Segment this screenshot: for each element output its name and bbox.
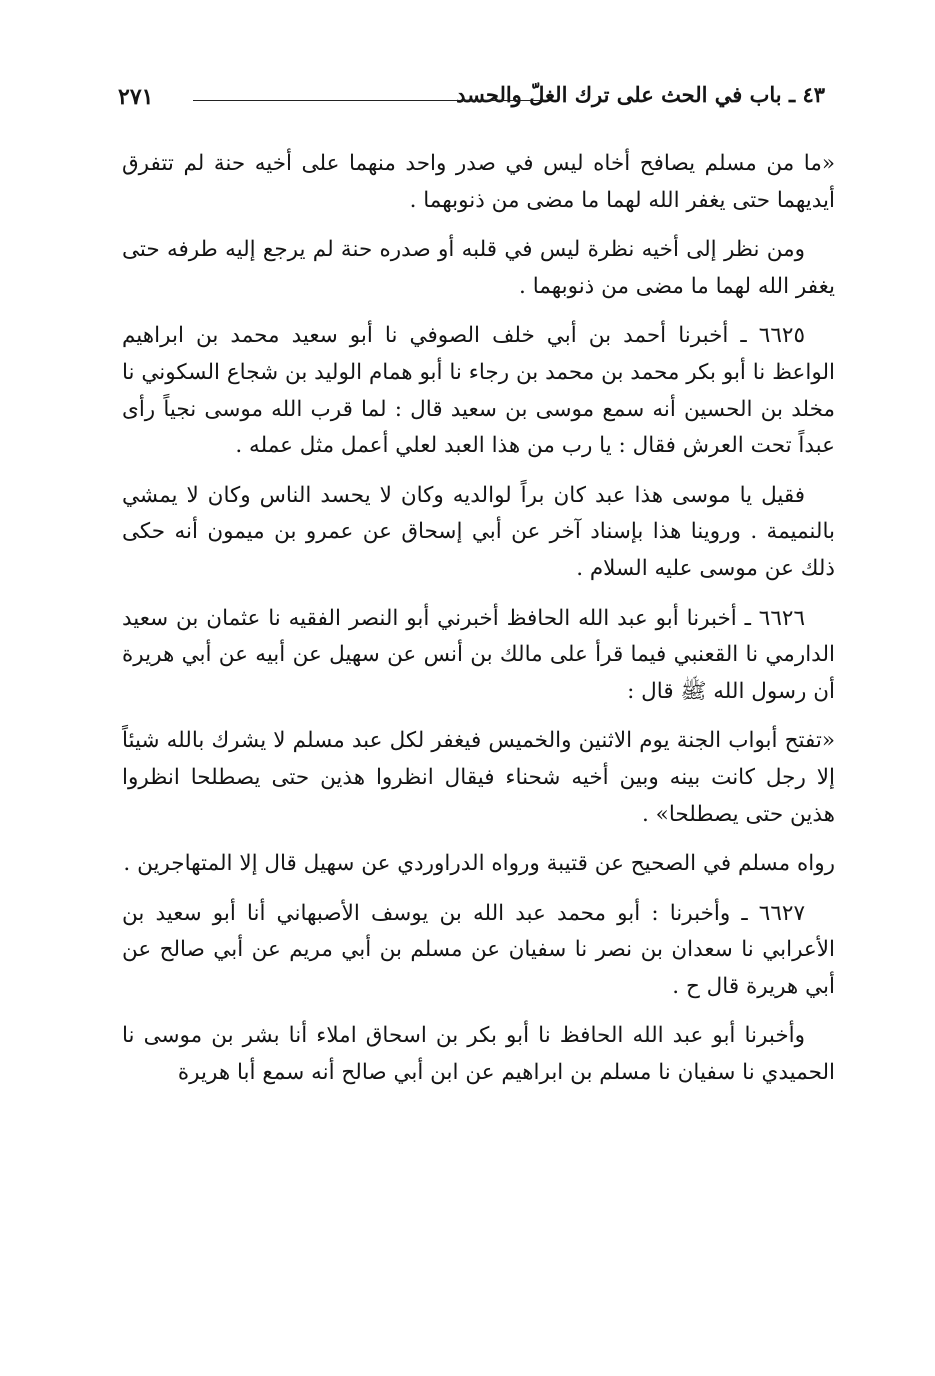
- paragraph: ومن نظر إلى أخيه نظرة ليس في قلبه أو صدره حنة لم يرجع إليه طرفه حتى يغفر الله لهما ما مضى من ذنوبهما .: [122, 237, 835, 299]
- hadith-text: «ما من مسلم يصافح أخاه ليس في صدر واحد منهما على أخيه حنة لم تتفرق أيديهما حتى يغفر الله لهما ما مضى من ذنوبهما .: [122, 151, 835, 213]
- hadith-entry-6626: ٦٦٢٦ ـ أخبرنا أبو عبد الله الحافظ أخبرني أبو النصر الفقيه نا عثمان بن سعيد الدارمي نا القعنبي فيما قرأ على مالك بن أنس عن سهيل عن أبيه عن أبي هريرة أن رسول الله ﷺ قال :: [122, 605, 835, 704]
- hadith-entry-6625: ٦٦٢٥ ـ أخبرنا أحمد بن أبي خلف الصوفي نا أبو سعيد محمد بن ابراهيم الواعظ نا أبو بكر محمد بن محمد بن رجاء نا أبو همام الوليد بن شجاع السكوني نا مخلد بن الحسين أنه سمع موسى بن سعيد قال : لما قرب الله موسى نجياً رأى عبداً تحت العرش فقال : يا رب من هذا العبد لعلي أعمل مثل عمله .: [122, 323, 835, 459]
- running-header: [118, 80, 825, 116]
- chapter-title: ٤٣ ـ باب في الحث على ترك الغلّ والحسد: [456, 82, 825, 107]
- paragraph: رواه مسلم في الصحيح عن قتيبة ورواه الدراوردي عن سهيل قال إلا المتهاجرين .: [123, 851, 835, 877]
- header-rule: [193, 100, 545, 101]
- hadith-text: «تفتح أبواب الجنة يوم الاثنين والخميس فيغفر لكل عبد مسلم لا يشرك بالله شيئاً إلا رجل كانت بينه وبين أخيه شحناء فيقال انظروا هذين حتى يصطلحا انظروا هذين حتى يصطلحا» .: [122, 728, 835, 827]
- hadith-entry-6627: ٦٦٢٧ ـ وأخبرنا : أبو محمد عبد الله بن يوسف الأصبهاني أنا أبو سعيد بن الأعرابي نا سعدان بن نصر نا سفيان عن مسلم بن أبي مريم عن أبي صالح عن أبي هريرة قال ح .: [122, 900, 835, 999]
- body-text: [122, 146, 835, 1105]
- paragraph: فقيل يا موسى هذا عبد كان براً لوالديه وكان لا يحسد الناس وكان لا يمشي بالنميمة . وروينا هذا بإسناد آخر عن أبي إسحاق عن عمرو بن ميمون أنه حكى ذلك عن موسى عليه السلام .: [122, 482, 835, 581]
- page-number: ٢٧١: [118, 84, 154, 110]
- paragraph: وأخبرنا أبو عبد الله الحافظ نا أبو بكر بن اسحاق املاء أنا بشر بن موسى نا الحميدي نا سفيان نا مسلم بن ابراهيم عن ابن أبي صالح أنه سمع أبا هريرة: [122, 1023, 835, 1086]
